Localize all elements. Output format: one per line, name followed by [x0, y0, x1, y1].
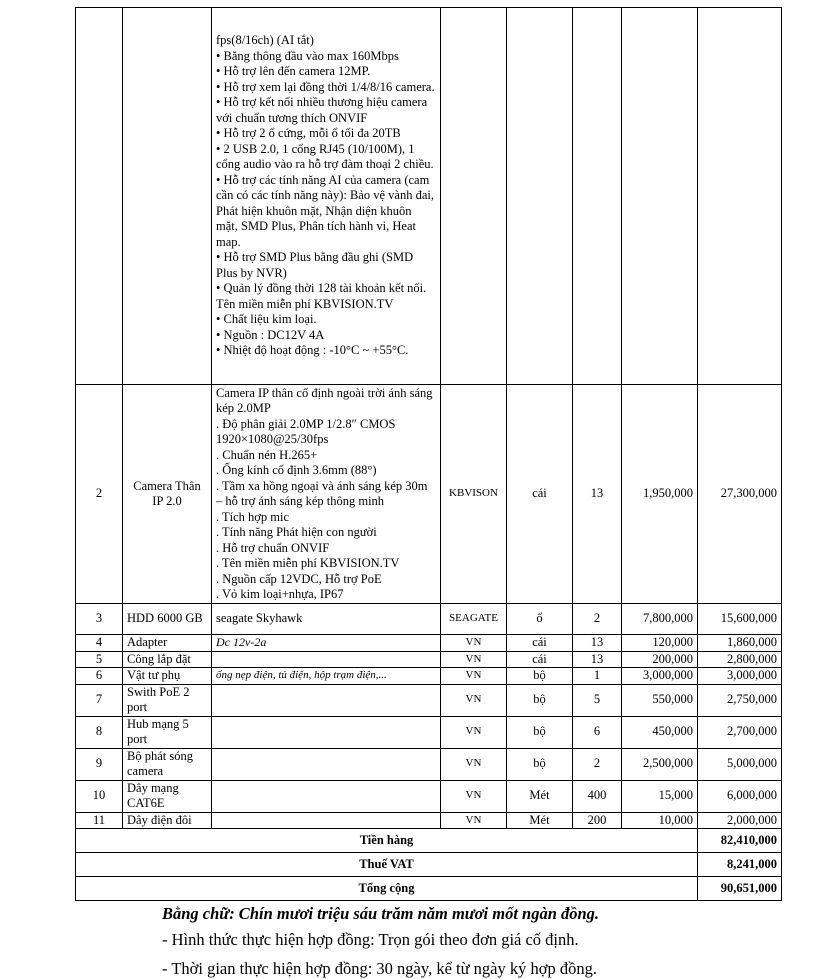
row-stt [76, 8, 123, 385]
row-unit: bộ [507, 748, 573, 780]
desc-line: . Chuẩn nén H.265+ [216, 447, 318, 462]
row-brand: VN [441, 812, 507, 829]
row-description [212, 716, 441, 748]
row-item-name: Camera Thân IP 2.0 [123, 385, 212, 604]
desc-line: • Chất liệu kim loại. [216, 312, 317, 327]
row-qty: 13 [573, 385, 622, 604]
row-price: 3,000,000 [622, 668, 698, 685]
table-row [76, 780, 782, 812]
row-stt: 7 [76, 684, 123, 716]
row-price: 7,800,000 [622, 604, 698, 635]
row-price: 200,000 [622, 651, 698, 668]
row-item-name [123, 8, 212, 385]
desc-line: • Hỗ trợ xem lại đồng thời 1/4/8/16 camera. [216, 79, 435, 94]
row-stt: 11 [76, 812, 123, 829]
row-item-name: Vật tư phụ [123, 668, 212, 685]
row-unit: ổ [507, 604, 573, 635]
desc-line: • Quản lý đồng thời 128 tài khoản kết nối. Tên miền miễn phí KBVISION.TV [216, 281, 427, 311]
row-brand: VN [441, 716, 507, 748]
amount-in-words: Bằng chữ: Chín mươi triệu sáu trăm năm mươi mốt ngàn đồng. [162, 904, 600, 923]
row-description [212, 812, 441, 829]
row-stt: 5 [76, 651, 123, 668]
row-amount: 2,000,000 [698, 812, 782, 829]
row-description: seagate Skyhawk [212, 604, 441, 635]
row-stt: 4 [76, 635, 123, 652]
row-amount: 2,700,000 [698, 716, 782, 748]
table-row [76, 651, 782, 668]
desc-line: • Hỗ trợ 2 ổ cứng, mỗi ổ tối đa 20TB [216, 126, 401, 141]
desc-line: • Nhiệt độ hoạt động : -10°C ~ +55°C. [216, 343, 409, 358]
row-brand: SEAGATE [441, 604, 507, 635]
row-price: 1,950,000 [622, 385, 698, 604]
quotation-table [75, 7, 782, 901]
row-qty: 1 [573, 668, 622, 685]
vat-value: 8,241,000 [698, 853, 782, 877]
row-qty: 200 [573, 812, 622, 829]
row-description [212, 780, 441, 812]
row-description: ống nẹp điện, tủ điện, hộp trạm điện,... [212, 668, 441, 685]
row-price: 450,000 [622, 716, 698, 748]
row-item-name: Hub mạng 5 port [123, 716, 212, 748]
table-row [76, 604, 782, 635]
row-unit: cái [507, 651, 573, 668]
contract-form-line: - Hình thức thực hiện hợp đồng: Trọn gói theo đơn giá cố định. [162, 930, 579, 949]
desc-line: fps(8/16ch) (AI tắt) [216, 33, 314, 48]
row-description [212, 684, 441, 716]
row-qty: 13 [573, 635, 622, 652]
table-row [76, 385, 782, 604]
row-brand: KBVISON [441, 385, 507, 604]
desc-line: . Vỏ kim loại+nhựa, IP67 [216, 587, 344, 601]
table-row [76, 812, 782, 829]
row-description [212, 748, 441, 780]
row-price [622, 8, 698, 385]
desc-line: • Hỗ trợ các tính năng AI của camera (cam cần có các tính năng này): Bảo vệ vành đai, Phát hiện khuôn mặt, Nhận diện khuôn mặt, SMD Plus, Phân tích hành vi, Heat map. [216, 172, 434, 249]
row-amount [698, 8, 782, 385]
row-item-name: Công lắp đặt [123, 651, 212, 668]
vat-label: Thuế VAT [76, 853, 698, 877]
desc-line: . Ống kính cố định 3.6mm (88°) [216, 463, 377, 477]
row-item-name: Bộ phát sóng camera [123, 748, 212, 780]
row-stt: 10 [76, 780, 123, 812]
desc-line: • Hỗ trợ kết nối nhiều thương hiệu camera với chuẩn tương thích ONVIF [216, 95, 428, 125]
row-qty: 5 [573, 684, 622, 716]
row-price: 550,000 [622, 684, 698, 716]
desc-line: • Băng thông đầu vào max 160Mbps [216, 48, 399, 63]
row-description [212, 385, 441, 604]
subtotal-row [76, 829, 782, 853]
contract-time-line: - Thời gian thực hiện hợp đồng: 30 ngày, kể từ ngày ký hợp đồng. [162, 959, 597, 978]
desc-line: . Hỗ trợ chuẩn ONVIF [216, 540, 330, 555]
row-description: Dc 12v-2a [212, 635, 441, 652]
row-unit [507, 8, 573, 385]
subtotal-label: Tiền hàng [76, 829, 698, 853]
row-qty: 6 [573, 716, 622, 748]
row-qty: 13 [573, 651, 622, 668]
row-item-name: Dây mạng CAT6E [123, 780, 212, 812]
row-brand: VN [441, 684, 507, 716]
row-stt: 2 [76, 385, 123, 604]
row-item-name: Adapter [123, 635, 212, 652]
row-brand [441, 8, 507, 385]
grand-total-value: 90,651,000 [698, 877, 782, 901]
row-description [212, 8, 441, 385]
row-stt: 3 [76, 604, 123, 635]
desc-line: • Hỗ trợ lên đến camera 12MP. [216, 64, 371, 79]
row-amount: 3,000,000 [698, 668, 782, 685]
row-brand: VN [441, 651, 507, 668]
row-unit: Mét [507, 812, 573, 829]
desc-line: . Độ phân giải 2.0MP 1/2.8″ CMOS 1920×1080@25/30fps [216, 416, 396, 446]
row-stt: 9 [76, 748, 123, 780]
grand-total-row [76, 877, 782, 901]
row-unit: cái [507, 635, 573, 652]
row-qty: 400 [573, 780, 622, 812]
table-row [76, 684, 782, 716]
desc-line: . Tích hợp mic [216, 509, 290, 524]
row-amount: 1,860,000 [698, 635, 782, 652]
desc-line: Camera IP thân cố định ngoài trời ánh sáng kép 2.0MP [216, 385, 433, 415]
table-row [76, 716, 782, 748]
table-row [76, 635, 782, 652]
row-price: 10,000 [622, 812, 698, 829]
row-qty [573, 8, 622, 385]
row-amount: 15,600,000 [698, 604, 782, 635]
row-unit: cái [507, 385, 573, 604]
vat-row [76, 853, 782, 877]
row-price: 15,000 [622, 780, 698, 812]
desc-line: . Tên miền miễn phí KBVISION.TV [216, 556, 400, 570]
desc-line: • Nguồn : DC12V 4A [216, 327, 325, 342]
row-amount: 27,300,000 [698, 385, 782, 604]
row-amount: 6,000,000 [698, 780, 782, 812]
grand-total-label: Tổng cộng [76, 877, 698, 901]
row-price: 2,500,000 [622, 748, 698, 780]
row-stt: 8 [76, 716, 123, 748]
row-unit: bộ [507, 684, 573, 716]
row-item-name: HDD 6000 GB [123, 604, 212, 635]
row-amount: 2,750,000 [698, 684, 782, 716]
desc-line: • Hỗ trợ SMD Plus bằng đầu ghi (SMD Plus by NVR) [216, 250, 414, 280]
row-item-name: Swith PoE 2 port [123, 684, 212, 716]
row-unit: bộ [507, 668, 573, 685]
row-brand: VN [441, 668, 507, 685]
row-unit: bộ [507, 716, 573, 748]
row-description [212, 651, 441, 668]
desc-line: . Tính năng Phát hiện con người [216, 525, 377, 539]
row-unit: Mét [507, 780, 573, 812]
row-brand: VN [441, 635, 507, 652]
row-brand: VN [441, 780, 507, 812]
row-price: 120,000 [622, 635, 698, 652]
row-amount: 5,000,000 [698, 748, 782, 780]
table-row [76, 8, 782, 385]
table-row [76, 748, 782, 780]
row-stt: 6 [76, 668, 123, 685]
row-qty: 2 [573, 748, 622, 780]
row-qty: 2 [573, 604, 622, 635]
desc-line: . Tầm xa hồng ngoại và ánh sáng kép 30m – hỗ trợ ánh sáng kép thông minh [216, 478, 428, 508]
row-item-name: Dây điện đôi [123, 812, 212, 829]
row-brand: VN [441, 748, 507, 780]
desc-line: • 2 USB 2.0, 1 cổng RJ45 (10/100M), 1 cổng audio vào ra hỗ trợ đàm thoại 2 chiều. [216, 141, 434, 172]
subtotal-value: 82,410,000 [698, 829, 782, 853]
table-row [76, 668, 782, 685]
desc-line: . Nguồn cấp 12VDC, Hỗ trợ PoE [216, 571, 382, 586]
row-amount: 2,800,000 [698, 651, 782, 668]
